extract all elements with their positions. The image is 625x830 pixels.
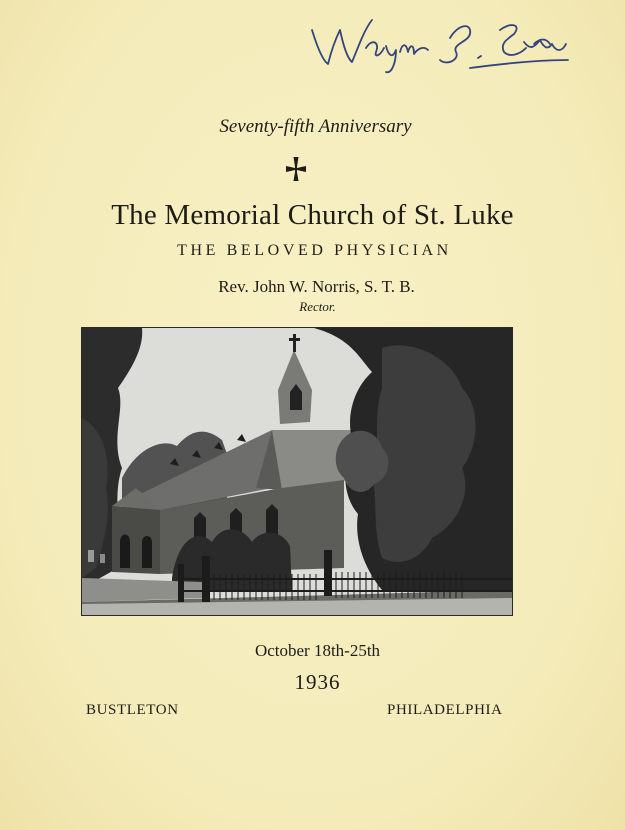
rector-title: Rector. [299, 299, 336, 314]
church-title: The Memorial Church of St. Luke [111, 199, 514, 231]
rector-name: Rev. John W. Norris, S. T. B. [218, 277, 415, 296]
church-tagline: THE BELOVED PHYSICIAN [177, 242, 452, 259]
location-bustleton: BUSTLETON [86, 702, 179, 718]
location-philadelphia: PHILADELPHIA [387, 702, 503, 718]
handwritten-signature [300, 8, 570, 78]
cross-pattee-icon [283, 156, 309, 182]
anniversary-subtitle: Seventy-fifth Anniversary [219, 116, 412, 137]
church-photograph [82, 328, 512, 615]
event-year: 1936 [294, 670, 341, 694]
event-dates: October 18th-25th [254, 641, 381, 660]
